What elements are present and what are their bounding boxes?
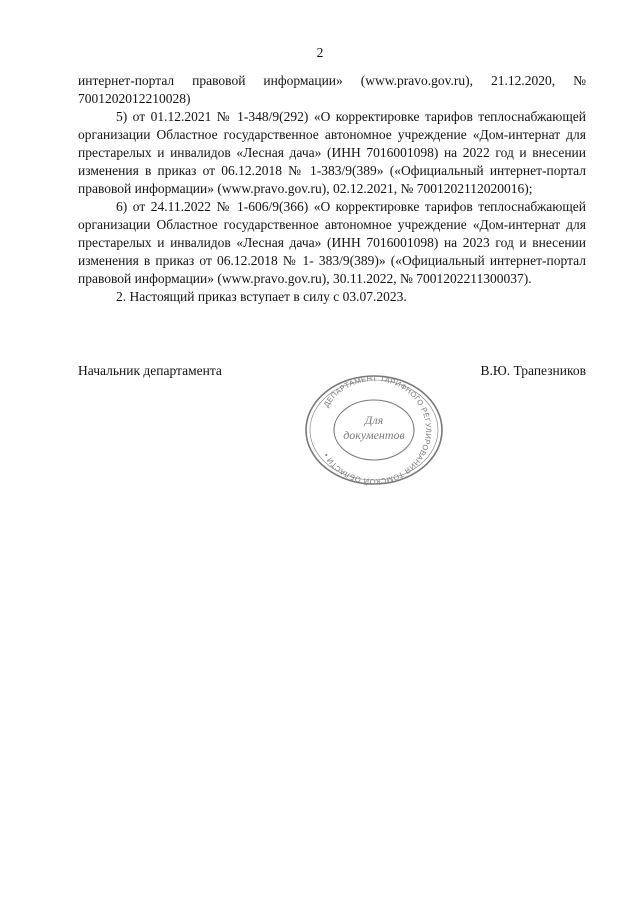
paragraph-item-6: 6) от 24.11.2022 № 1-606/9(366) «О корректировке тарифов теплоснабжающей организации Областное государственное автономное учреждение «Дом-интернат для престарелых и инвалидов «Лесная дача» (ИНН 7016001098) на 2023 год и внесении изменения в приказ от 06.12.2018 № 1- 383/9(389)» («Официальный интернет-портал правовой информации» (www.pravo.gov.ru), 30.11.2022, № 7001202211300037). [78, 199, 586, 286]
paragraph-item-5: 5) от 01.12.2021 № 1-348/9(292) «О корректировке тарифов теплоснабжающей организации Областное государственное автономное учреждение «Дом-интернат для престарелых и инвалидов «Лесная дача» (ИНН 7016001098) на 2022 год и внесении изменения в приказ от 06.12.2018 № 1-383/9(389» («Официальный интернет-портал правовой информации» (www.pravo.gov.ru), 02.12.2021, № 7001202112020016); [78, 109, 586, 196]
stamp-graphic [302, 372, 446, 486]
page-number: 2 [316, 45, 324, 60]
document-body [78, 72, 586, 306]
signature-name: В.Ю. Трапезников [480, 363, 586, 378]
paragraph-continuation: интернет-портал правовой информации» (www.pravo.gov.ru), 21.12.2020, № 7001202012210028) [78, 73, 586, 106]
paragraph-effective-date: 2. Настоящий приказ вступает в силу с 03.07.2023. [116, 289, 407, 304]
stamp-center-line-2: документов [343, 428, 405, 442]
stamp-center-line-1: Для [364, 413, 384, 427]
stamp-ring-text: ДЕПАРТАМЕНТ ТАРИФНОГО РЕГУЛИРОВАНИЯ ТОМСКОЙ ОБЛАСТИ • [321, 373, 434, 486]
official-stamp [302, 372, 446, 486]
signature-title: Начальник департамента [78, 363, 222, 378]
